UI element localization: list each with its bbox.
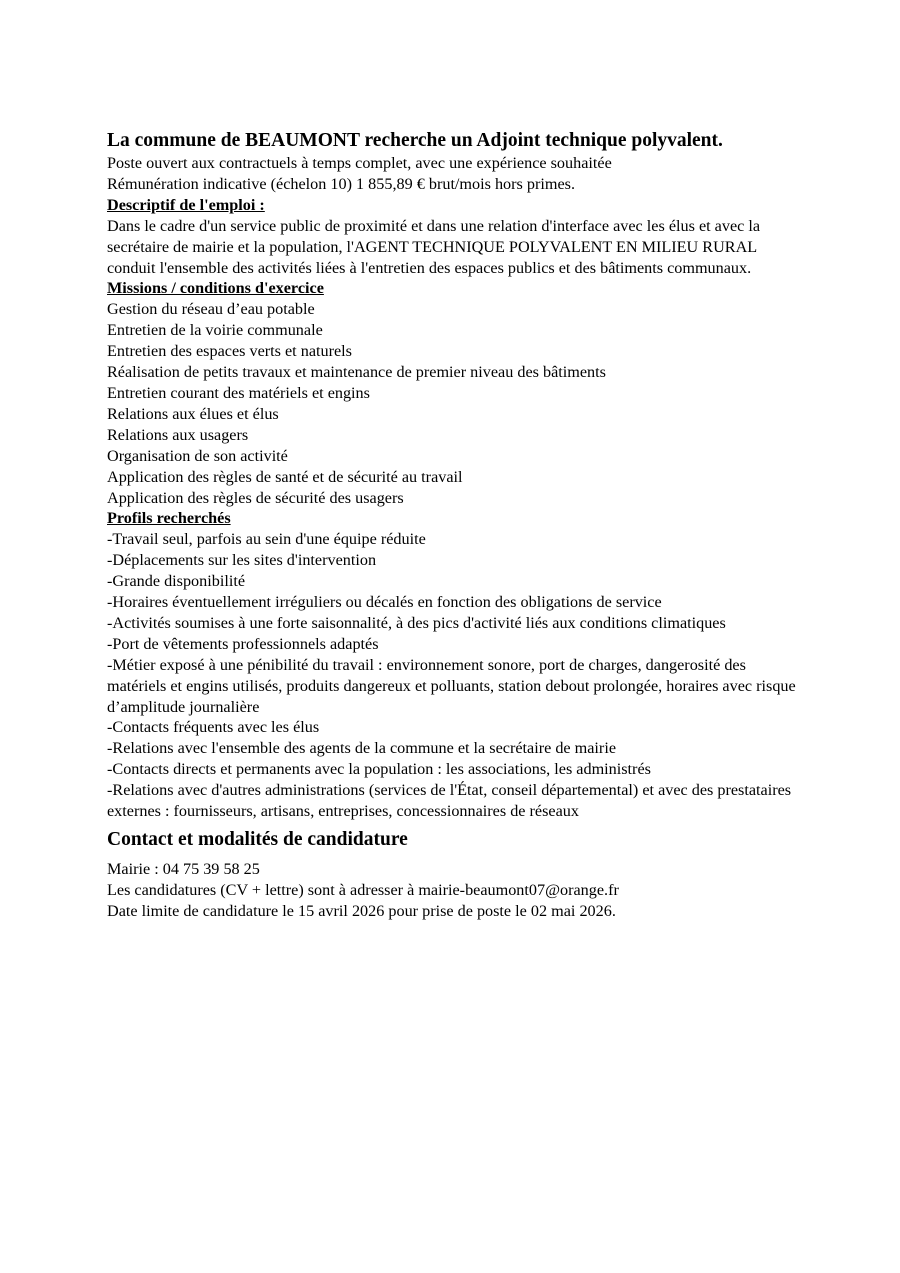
profils-list xyxy=(107,529,807,822)
profil-item: -Port de vêtements professionnels adaptés xyxy=(107,634,379,653)
mission-item: Application des règles de sécurité des usagers xyxy=(107,488,404,507)
mission-item: Relations aux usagers xyxy=(107,425,249,444)
missions-heading: Missions / conditions d'exercice xyxy=(107,279,324,298)
mission-item: Application des règles de santé et de sécurité au travail xyxy=(107,467,463,486)
contact-deadline-line: Date limite de candidature le 15 avril 2026 pour prise de poste le 02 mai 2026. xyxy=(107,901,616,920)
contact-phone-line: Mairie : 04 75 39 58 25 xyxy=(107,860,260,878)
profil-item: -Activités soumises à une forte saisonnalité, à des pics d'activité liés aux conditions climatiques xyxy=(107,613,726,632)
profil-item: -Contacts directs et permanents avec la population : les associations, les administrés xyxy=(107,760,651,779)
contact-heading: Contact et modalités de candidature xyxy=(107,829,408,850)
mission-item: Réalisation de petits travaux et maintenance de premier niveau des bâtiments xyxy=(107,363,606,382)
intro-contract-line: Poste ouvert aux contractuels à temps complet, avec une expérience souhaitée xyxy=(107,154,612,172)
mission-item: Entretien des espaces verts et naturels xyxy=(107,342,352,361)
mission-item: Gestion du réseau d’eau potable xyxy=(107,300,315,319)
profil-item: -Déplacements sur les sites d'intervention xyxy=(107,551,377,570)
description-heading: Descriptif de l'emploi : xyxy=(107,195,265,214)
profils-heading: Profils recherchés xyxy=(107,509,231,528)
mission-item: Relations aux élues et élus xyxy=(107,404,279,423)
missions-list xyxy=(107,299,807,508)
profil-item: -Relations avec l'ensemble des agents de la commune et la secrétaire de mairie xyxy=(107,739,617,758)
description-text: Dans le cadre d'un service public de proximité et dans une relation d'interface avec les élus et avec la secrétaire de mairie et la population, l'AGENT TECHNIQUE POLYVALENT EN MILIEU RURAL conduit l'ensemble des activités liées à l'entretien des espaces publics et des bâtiments communaux. xyxy=(107,216,761,277)
profil-item: -Relations avec d'autres administrations (services de l'État, conseil départemental) et avec des prestataires externes : fournisseurs, artisans, entreprises, concessionnaires de réseaux xyxy=(107,781,792,821)
job-posting-document xyxy=(107,129,807,922)
mission-item: Entretien courant des matériels et engins xyxy=(107,383,370,402)
profil-item: -Métier exposé à une pénibilité du travail : environnement sonore, port de charges, dangerosité des matériels et engins utilisés, produits dangereux et polluants, station debout prolongée, horaires avec risque d’amplitude journalière xyxy=(107,655,796,716)
intro-salary-line: Rémunération indicative (échelon 10) 1 855,89 € brut/mois hors primes. xyxy=(107,174,575,193)
contact-email-line: Les candidatures (CV + lettre) sont à adresser à mairie-beaumont07@orange.fr xyxy=(107,880,619,899)
profil-item: -Travail seul, parfois au sein d'une équipe réduite xyxy=(107,530,426,549)
profil-item: -Horaires éventuellement irréguliers ou décalés en fonction des obligations de service xyxy=(107,593,662,612)
page-title: La commune de BEAUMONT recherche un Adjoint technique polyvalent. xyxy=(107,130,723,151)
profil-item: -Contacts fréquents avec les élus xyxy=(107,718,320,737)
profil-item: -Grande disponibilité xyxy=(107,572,246,591)
mission-item: Entretien de la voirie communale xyxy=(107,321,323,340)
mission-item: Organisation de son activité xyxy=(107,446,288,465)
